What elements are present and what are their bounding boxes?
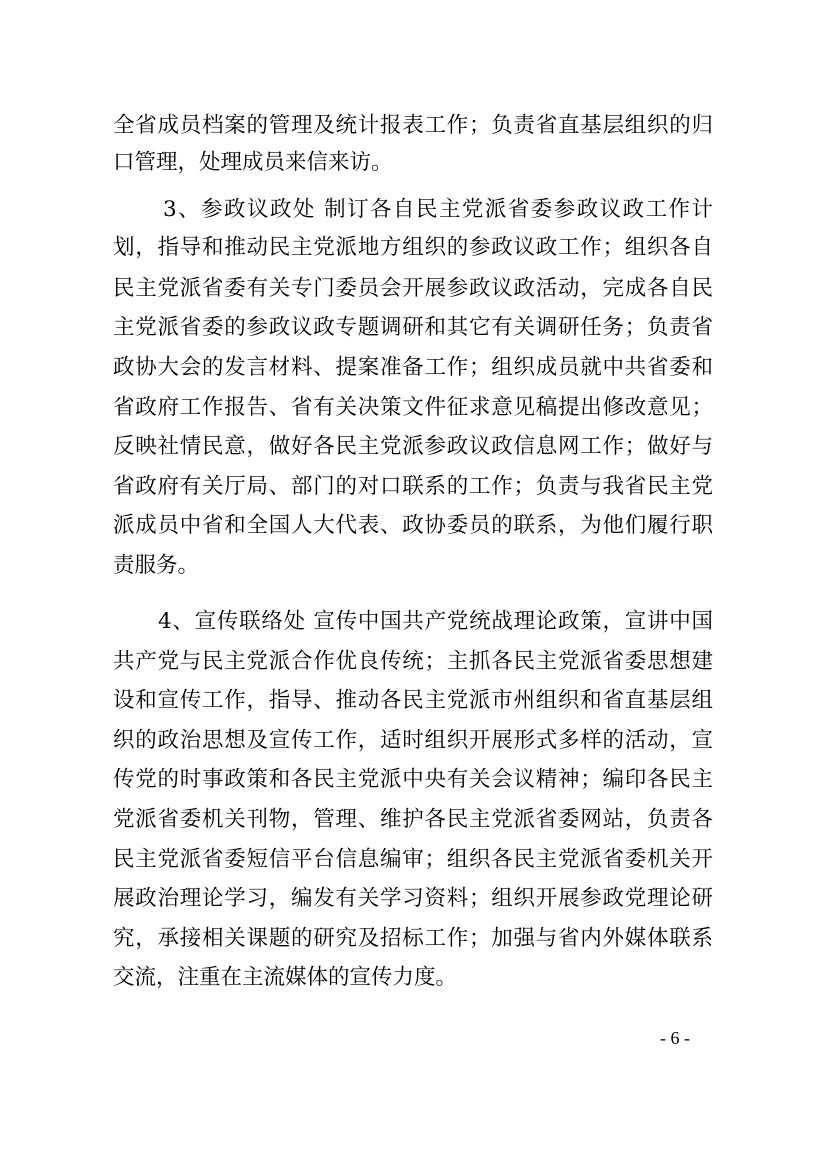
text-line: 展政治理论学习，编发有关学习资料；组织开展参政党理论研 — [113, 886, 713, 911]
text-line: 划，指导和推动民主党派地方组织的参政议政工作；组织各自 — [113, 235, 713, 260]
text-line: 究，承接相关课题的研究及招标工作；加强与省内外媒体联系 — [113, 926, 713, 951]
text-line: 派成员中省和全国人大代表、政协委员的联系，为他们履行职 — [113, 513, 713, 538]
text-line: 责服务。 — [113, 553, 200, 578]
text-line: 传党的时事政策和各民主党派中央有关会议精神；编印各民主 — [113, 767, 713, 792]
text-line: 反映社情民意，做好各民主党派参政议政信息网工作；做好与 — [113, 434, 713, 459]
text-line: 全省成员档案的管理及统计报表工作；负责省直基层组织的归 — [113, 113, 713, 138]
text-line: 主党派省委的参政议政专题调研和其它有关调研任务；负责省 — [113, 315, 713, 340]
page-number: - 6 - — [660, 1028, 690, 1048]
text-line: 省政府有关厅局、部门的对口联系的工作；负责与我省民主党 — [113, 474, 713, 499]
section-heading-line: 3、参政议政处 制订各自民主党派省委参政议政工作计 — [163, 197, 713, 222]
text-line: 省政府工作报告、省有关决策文件征求意见稿提出修改意见； — [113, 395, 713, 420]
text-line: 口管理，处理成员来信来访。 — [113, 150, 393, 175]
text-line: 政协大会的发言材料、提案准备工作；组织成员就中共省委和 — [113, 355, 713, 380]
text-line: 交流，注重在主流媒体的宣传力度。 — [113, 965, 458, 990]
text-line: 设和宣传工作，指导、推动各民主党派市州组织和省直基层组 — [113, 688, 713, 713]
text-line: 织的政治思想及宣传工作，适时组织开展形式多样的活动，宣 — [113, 728, 713, 753]
text-line: 共产党与民主党派合作优良传统；主抓各民主党派省委思想建 — [113, 649, 713, 674]
text-line: 党派省委机关刊物，管理、维护各民主党派省委网站，负责各 — [113, 807, 713, 832]
text-line: 民主党派省委短信平台信息编审；组织各民主党派省委机关开 — [113, 847, 713, 872]
text-line: 民主党派省委有关专门委员会开展参政议政活动，完成各自民 — [113, 276, 713, 301]
section-heading-line: 4、宣传联络处 宣传中国共产党统战理论政策，宣讲中国 — [158, 609, 713, 634]
